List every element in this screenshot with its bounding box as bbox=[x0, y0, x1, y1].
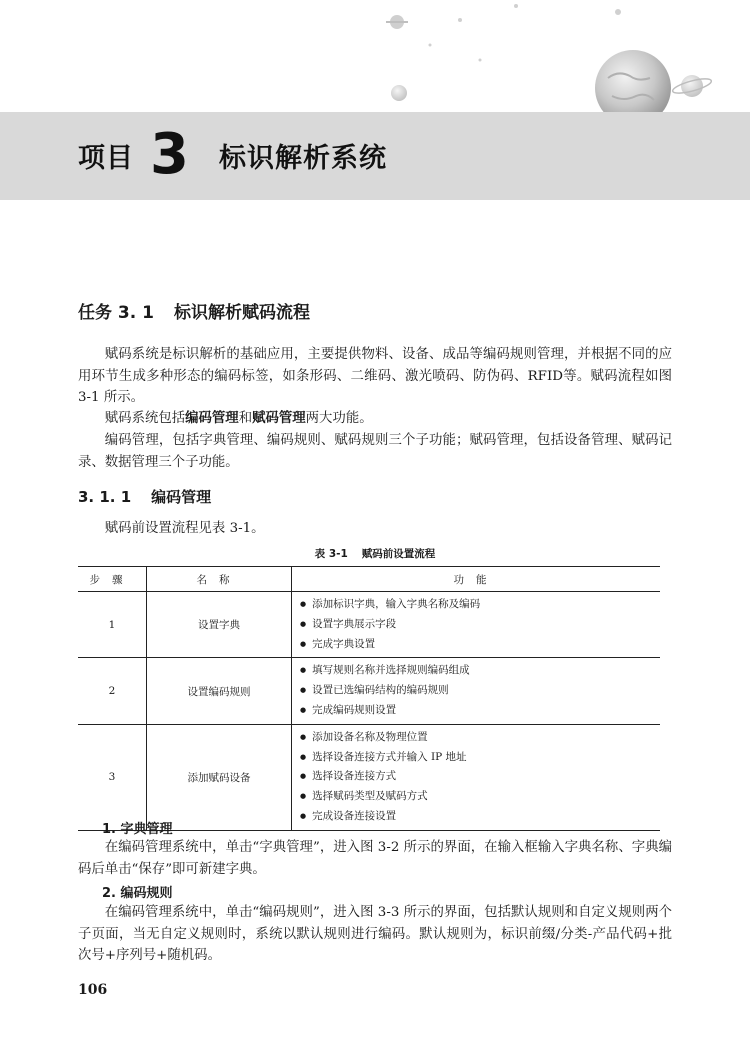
task-title: 标识解析赋码流程 bbox=[173, 303, 310, 323]
chapter-prefix: 项目 bbox=[78, 142, 134, 174]
task-number: 任务 3. 1 bbox=[78, 303, 154, 323]
function-item: ● 添加标识字典，输入字典名称及编码 bbox=[300, 595, 660, 615]
row-step: 2 bbox=[78, 658, 147, 724]
row-step: 3 bbox=[78, 724, 147, 830]
row-name: 设置字典 bbox=[147, 592, 292, 658]
function-item: ● 设置已选编码结构的编码规则 bbox=[300, 681, 660, 701]
header-decoration bbox=[0, 0, 750, 115]
subsection-heading-dictionary: 1. 字典管理 bbox=[102, 822, 173, 837]
function-item: ● 添加设备名称及物理位置 bbox=[300, 728, 660, 748]
header-function: 功能 bbox=[292, 567, 661, 592]
paragraph-text: 两大功能。 bbox=[305, 411, 373, 426]
function-item: ● 完成设备连接设置 bbox=[300, 807, 660, 827]
ringed-planet-icon bbox=[671, 75, 712, 97]
function-item: ● 选择设备连接方式 bbox=[300, 767, 660, 787]
paragraph-text: 和 bbox=[238, 411, 253, 426]
table-row bbox=[78, 658, 660, 724]
paragraph-text: 赋码系统包括 bbox=[104, 411, 186, 426]
table-caption bbox=[0, 546, 750, 561]
bold-term-encoding-management: 编码管理 bbox=[185, 410, 239, 426]
section-heading bbox=[78, 486, 211, 507]
row-step: 1 bbox=[78, 592, 147, 658]
subsection-heading-rules: 2. 编码规则 bbox=[102, 886, 173, 901]
row-functions bbox=[292, 592, 661, 658]
table-caption-title: 赋码前设置流程 bbox=[361, 548, 436, 560]
header-name: 名称 bbox=[147, 567, 292, 592]
setup-flow-table bbox=[78, 566, 660, 831]
section-title: 编码管理 bbox=[151, 488, 212, 506]
row-functions bbox=[292, 724, 661, 830]
function-item: ● 填写规则名称并选择规则编码组成 bbox=[300, 661, 660, 681]
star-icon bbox=[429, 4, 622, 62]
row-name: 添加赋码设备 bbox=[147, 724, 292, 830]
header-step: 步骤 bbox=[78, 567, 147, 592]
function-item: ● 选择赋码类型及赋码方式 bbox=[300, 787, 660, 807]
large-planet-icon bbox=[595, 50, 671, 115]
section-intro: 赋码前设置流程见表 3-1。 bbox=[104, 521, 265, 536]
chapter-name: 标识解析系统 bbox=[218, 142, 387, 174]
table-row bbox=[78, 592, 660, 658]
row-name: 设置编码规则 bbox=[147, 658, 292, 724]
satellite-icon bbox=[386, 15, 408, 29]
section-number: 3. 1. 1 bbox=[78, 488, 132, 506]
function-list bbox=[300, 728, 660, 827]
function-item: ● 完成编码规则设置 bbox=[300, 701, 660, 721]
bold-term-coding-management: 赋码管理 bbox=[252, 410, 306, 426]
row-functions bbox=[292, 658, 661, 724]
small-planet-icon bbox=[391, 85, 407, 101]
paragraph-subfunctions: 编码管理，包括字典管理、编码规则、赋码规则三个子功能；赋码管理，包括设备管理、赋码记录、数据管理三个子功能。 bbox=[78, 433, 672, 470]
task-heading bbox=[78, 298, 310, 323]
table-row bbox=[78, 724, 660, 830]
function-item: ● 设置字典展示字段 bbox=[300, 615, 660, 635]
table-header-row bbox=[78, 567, 660, 592]
function-list bbox=[300, 661, 660, 720]
paragraph-rules: 在编码管理系统中，单击“编码规则”，进入图 3-3 所示的界面，包括默认规则和自定义规则两个子页面，当无自定义规则时，系统以默认规则进行编码。默认规则为，标识前缀/分类-产品代码+批次号+序列号+随机码。 bbox=[78, 905, 672, 963]
table-caption-number: 表 3-1 bbox=[314, 548, 348, 560]
function-item: ● 选择设备连接方式并输入 IP 地址 bbox=[300, 748, 660, 768]
function-list bbox=[300, 595, 660, 654]
paragraph-intro: 赋码系统是标识解析的基础应用，主要提供物料、设备、成品等编码规则管理，并根据不同的应用环节生成多种形态的编码标签，如条形码、二维码、激光喷码、防伪码、RFID等。赋码流程如图 3-1 所示。 bbox=[78, 347, 672, 405]
chapter-number: 3 bbox=[150, 122, 189, 187]
chapter-title bbox=[78, 122, 387, 187]
page-number: 106 bbox=[78, 982, 108, 998]
paragraph-dictionary: 在编码管理系统中，单击“字典管理”，进入图 3-2 所示的界面，在输入框输入字典名称、字典编码后单击“保存”即可新建字典。 bbox=[78, 840, 672, 877]
paragraph-functions bbox=[78, 408, 672, 430]
function-item: ● 完成字典设置 bbox=[300, 635, 660, 655]
